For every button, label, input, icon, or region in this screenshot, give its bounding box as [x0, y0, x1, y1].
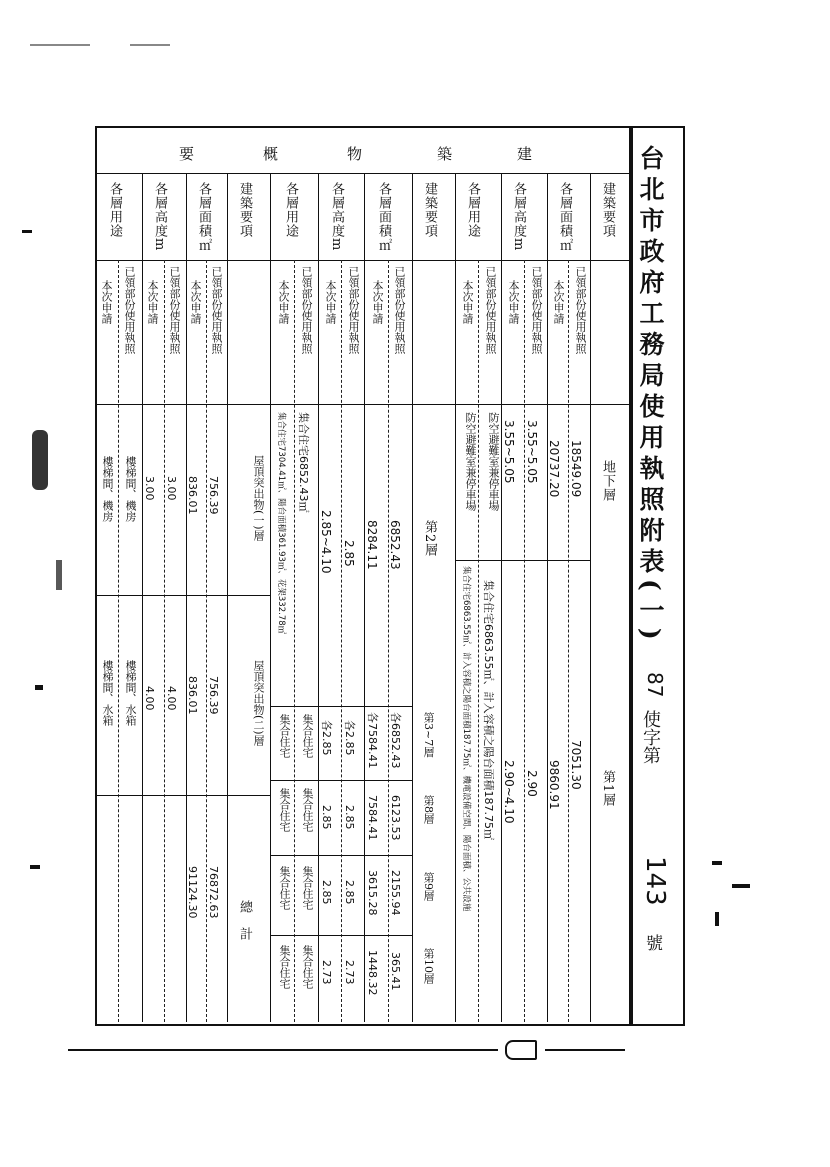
p2-floor9-height-issued: 2.85: [343, 880, 356, 905]
section-label-gai: 概: [261, 146, 279, 162]
p2-floor3-7-use-current: 集合住宅: [278, 714, 291, 758]
section-label-wu: 物: [345, 146, 363, 162]
p2-floor2-height-current: 2.85~4.10: [319, 510, 333, 574]
p1-floor1-area-current: 9860.91: [547, 760, 561, 810]
p3-label-use: 各層用途: [107, 182, 122, 238]
doc-year: 87: [643, 672, 667, 698]
p2-floor10-area-issued: 365.41: [389, 952, 402, 991]
p1-label-item: 建築要項: [600, 182, 615, 238]
p2-floor2-area-issued: 6852.43: [388, 520, 402, 570]
document-title: 台北市政府工務局使用執照附表(一): [636, 145, 665, 646]
p3-roof2-area-issued: 756.39: [207, 676, 220, 715]
p3-height-current-label: 本次申請: [146, 280, 159, 324]
doc-type: 使字第: [640, 710, 661, 764]
p2-floor8-header: 第8層: [422, 795, 435, 824]
p3-roof2-use-current: 樓梯間、水箱: [101, 660, 114, 726]
p1-height-current-label: 本次申請: [507, 280, 520, 324]
p1-basement-area-current: 20737.20: [547, 440, 561, 498]
p1-floor1-use-issued: 集合住宅6863.55㎡、計入容積之陽台面積187.75㎡: [482, 580, 495, 840]
p1-basement-height-issued: 3.55~5.05: [525, 420, 539, 484]
p2-floor9-area-issued: 2155.94: [389, 870, 402, 916]
p2-label-use: 各層用途: [283, 182, 298, 238]
section-label-zhu: 築: [435, 146, 453, 162]
p2-floor3-7-height-issued: 各2.85: [343, 720, 356, 756]
p2-floor2-height-issued: 2.85: [342, 540, 356, 567]
p3-height-issued-label: 已領部份使用執照: [168, 266, 181, 354]
p2-label-item: 建築要項: [422, 182, 437, 238]
p2-label-area: 各層面積㎡: [376, 182, 391, 252]
p3-area-issued-label: 已領部份使用執照: [210, 266, 223, 354]
p1-area-current-label: 本次申請: [552, 280, 565, 324]
p3-use-current-label: 本次申請: [100, 280, 113, 324]
p1-basement-height-current: 3.55~5.05: [502, 420, 516, 484]
p1-floor1-height-issued: 2.90: [525, 770, 539, 797]
p2-floor9-use-issued: 集合住宅: [301, 866, 314, 910]
p3-roof1-height-current: 3.00: [143, 476, 156, 501]
p1-floor1-height-current: 2.90~4.10: [502, 760, 516, 824]
doc-number: 143: [640, 856, 670, 906]
p3-label-area: 各層面積㎡: [196, 182, 211, 252]
p2-label-height: 各層高度m: [329, 182, 344, 252]
p3-roof1-area-current: 836.01: [186, 476, 199, 515]
p2-floor8-height-current: 2.85: [320, 805, 333, 830]
p3-roof1-use-issued: 樓梯間、機房: [124, 456, 137, 522]
p3-roof1-header: 屋頂突出物(一)層: [252, 455, 265, 541]
p1-floor1-header: 第1層: [600, 770, 615, 808]
p3-roof1-area-issued: 756.39: [207, 476, 220, 515]
p1-use-issued-label: 已領部份使用執照: [484, 266, 497, 354]
p3-roof2-height-issued: 4.00: [165, 686, 178, 711]
p2-floor2-use-issued: 集合住宅6852.43㎡: [297, 412, 310, 513]
p3-total-header: 總計: [237, 900, 252, 954]
p2-floor3-7-header: 第3~7層: [422, 712, 435, 758]
p1-floor1-area-issued: 7051.30: [569, 740, 583, 790]
section-label-yao: 要: [177, 146, 195, 162]
p1-basement-header: 地下層: [600, 460, 615, 502]
p2-floor9-header: 第9層: [422, 872, 435, 901]
p2-floor8-area-issued: 6123.53: [389, 795, 402, 841]
p3-area-current-label: 本次申請: [189, 280, 202, 324]
p3-label-height: 各層高度m: [152, 182, 167, 252]
p2-height-current-label: 本次申請: [324, 280, 337, 324]
p2-floor8-use-issued: 集合住宅: [301, 788, 314, 832]
section-label-jian: 建: [515, 146, 533, 162]
p1-use-current-label: 本次申請: [461, 280, 474, 324]
p2-floor2-area-current: 8284.11: [365, 520, 379, 570]
p2-floor10-use-current: 集合住宅: [278, 945, 291, 989]
p3-roof2-header: 屋頂突出物(二)層: [252, 660, 265, 746]
p1-label-area: 各層面積㎡: [557, 182, 572, 252]
p2-floor9-height-current: 2.85: [320, 880, 333, 905]
p2-floor3-7-height-current: 各2.85: [320, 720, 333, 756]
p3-roof2-height-current: 4.00: [143, 686, 156, 711]
p2-floor9-use-current: 集合住宅: [278, 866, 291, 910]
doc-suffix: 號: [642, 934, 662, 951]
p2-floor10-area-current: 1448.32: [366, 950, 379, 996]
p1-basement-use-issued: 防空避難室兼停車場: [487, 412, 500, 511]
p1-area-issued-label: 已領部份使用執照: [574, 266, 587, 354]
p1-basement-use-current: 防空避難室兼停車場: [464, 412, 477, 511]
p2-floor2-header: 第2層: [422, 520, 437, 558]
p3-total-area-current: 91124.30: [186, 866, 199, 919]
p3-use-issued-label: 已領部份使用執照: [123, 266, 136, 354]
p2-use-issued-label: 已領部份使用執照: [300, 266, 313, 354]
p3-roof1-height-issued: 3.00: [165, 476, 178, 501]
p2-floor10-height-current: 2.73: [320, 960, 333, 985]
p1-basement-area-issued: 18549.09: [569, 440, 583, 498]
p2-floor8-height-issued: 2.85: [343, 805, 356, 830]
p2-area-issued-label: 已領部份使用執照: [393, 266, 406, 354]
p2-floor2-use-current: 集合住宅7304.41㎡、陽台面積361.93㎡、花架332.78㎡: [276, 412, 286, 635]
p3-roof2-area-current: 836.01: [186, 676, 199, 715]
p3-roof1-use-current: 樓梯間、機房: [101, 456, 114, 522]
p3-total-area-issued: 76872.63: [207, 866, 220, 919]
p2-height-issued-label: 已領部份使用執照: [347, 266, 360, 354]
p3-label-item: 建築要項: [237, 182, 252, 238]
p1-label-height: 各層高度m: [511, 182, 526, 252]
p1-height-issued-label: 已領部份使用執照: [530, 266, 543, 354]
p2-floor10-height-issued: 2.73: [343, 960, 356, 985]
p1-floor1-use-current: 集合住宅6863.55㎡、計入容積之陽台面積187.75㎡、機電設備空間、陽台面積、公共設施: [461, 566, 471, 912]
p2-floor3-7-use-issued: 集合住宅: [301, 714, 314, 758]
p3-roof2-use-issued: 樓梯間、水箱: [124, 660, 137, 726]
p2-floor9-area-current: 3615.28: [366, 870, 379, 916]
p2-area-current-label: 本次申請: [371, 280, 384, 324]
p2-floor8-area-current: 7584.41: [366, 795, 379, 841]
p2-floor3-7-area-issued: 各6852.43: [389, 712, 402, 769]
p2-floor10-header: 第10層: [422, 948, 435, 984]
p1-label-use: 各層用途: [465, 182, 480, 238]
p2-floor3-7-area-current: 各7584.41: [366, 712, 379, 769]
p2-floor8-use-current: 集合住宅: [278, 788, 291, 832]
p2-floor10-use-issued: 集合住宅: [301, 945, 314, 989]
p2-use-current-label: 本次申請: [277, 280, 290, 324]
